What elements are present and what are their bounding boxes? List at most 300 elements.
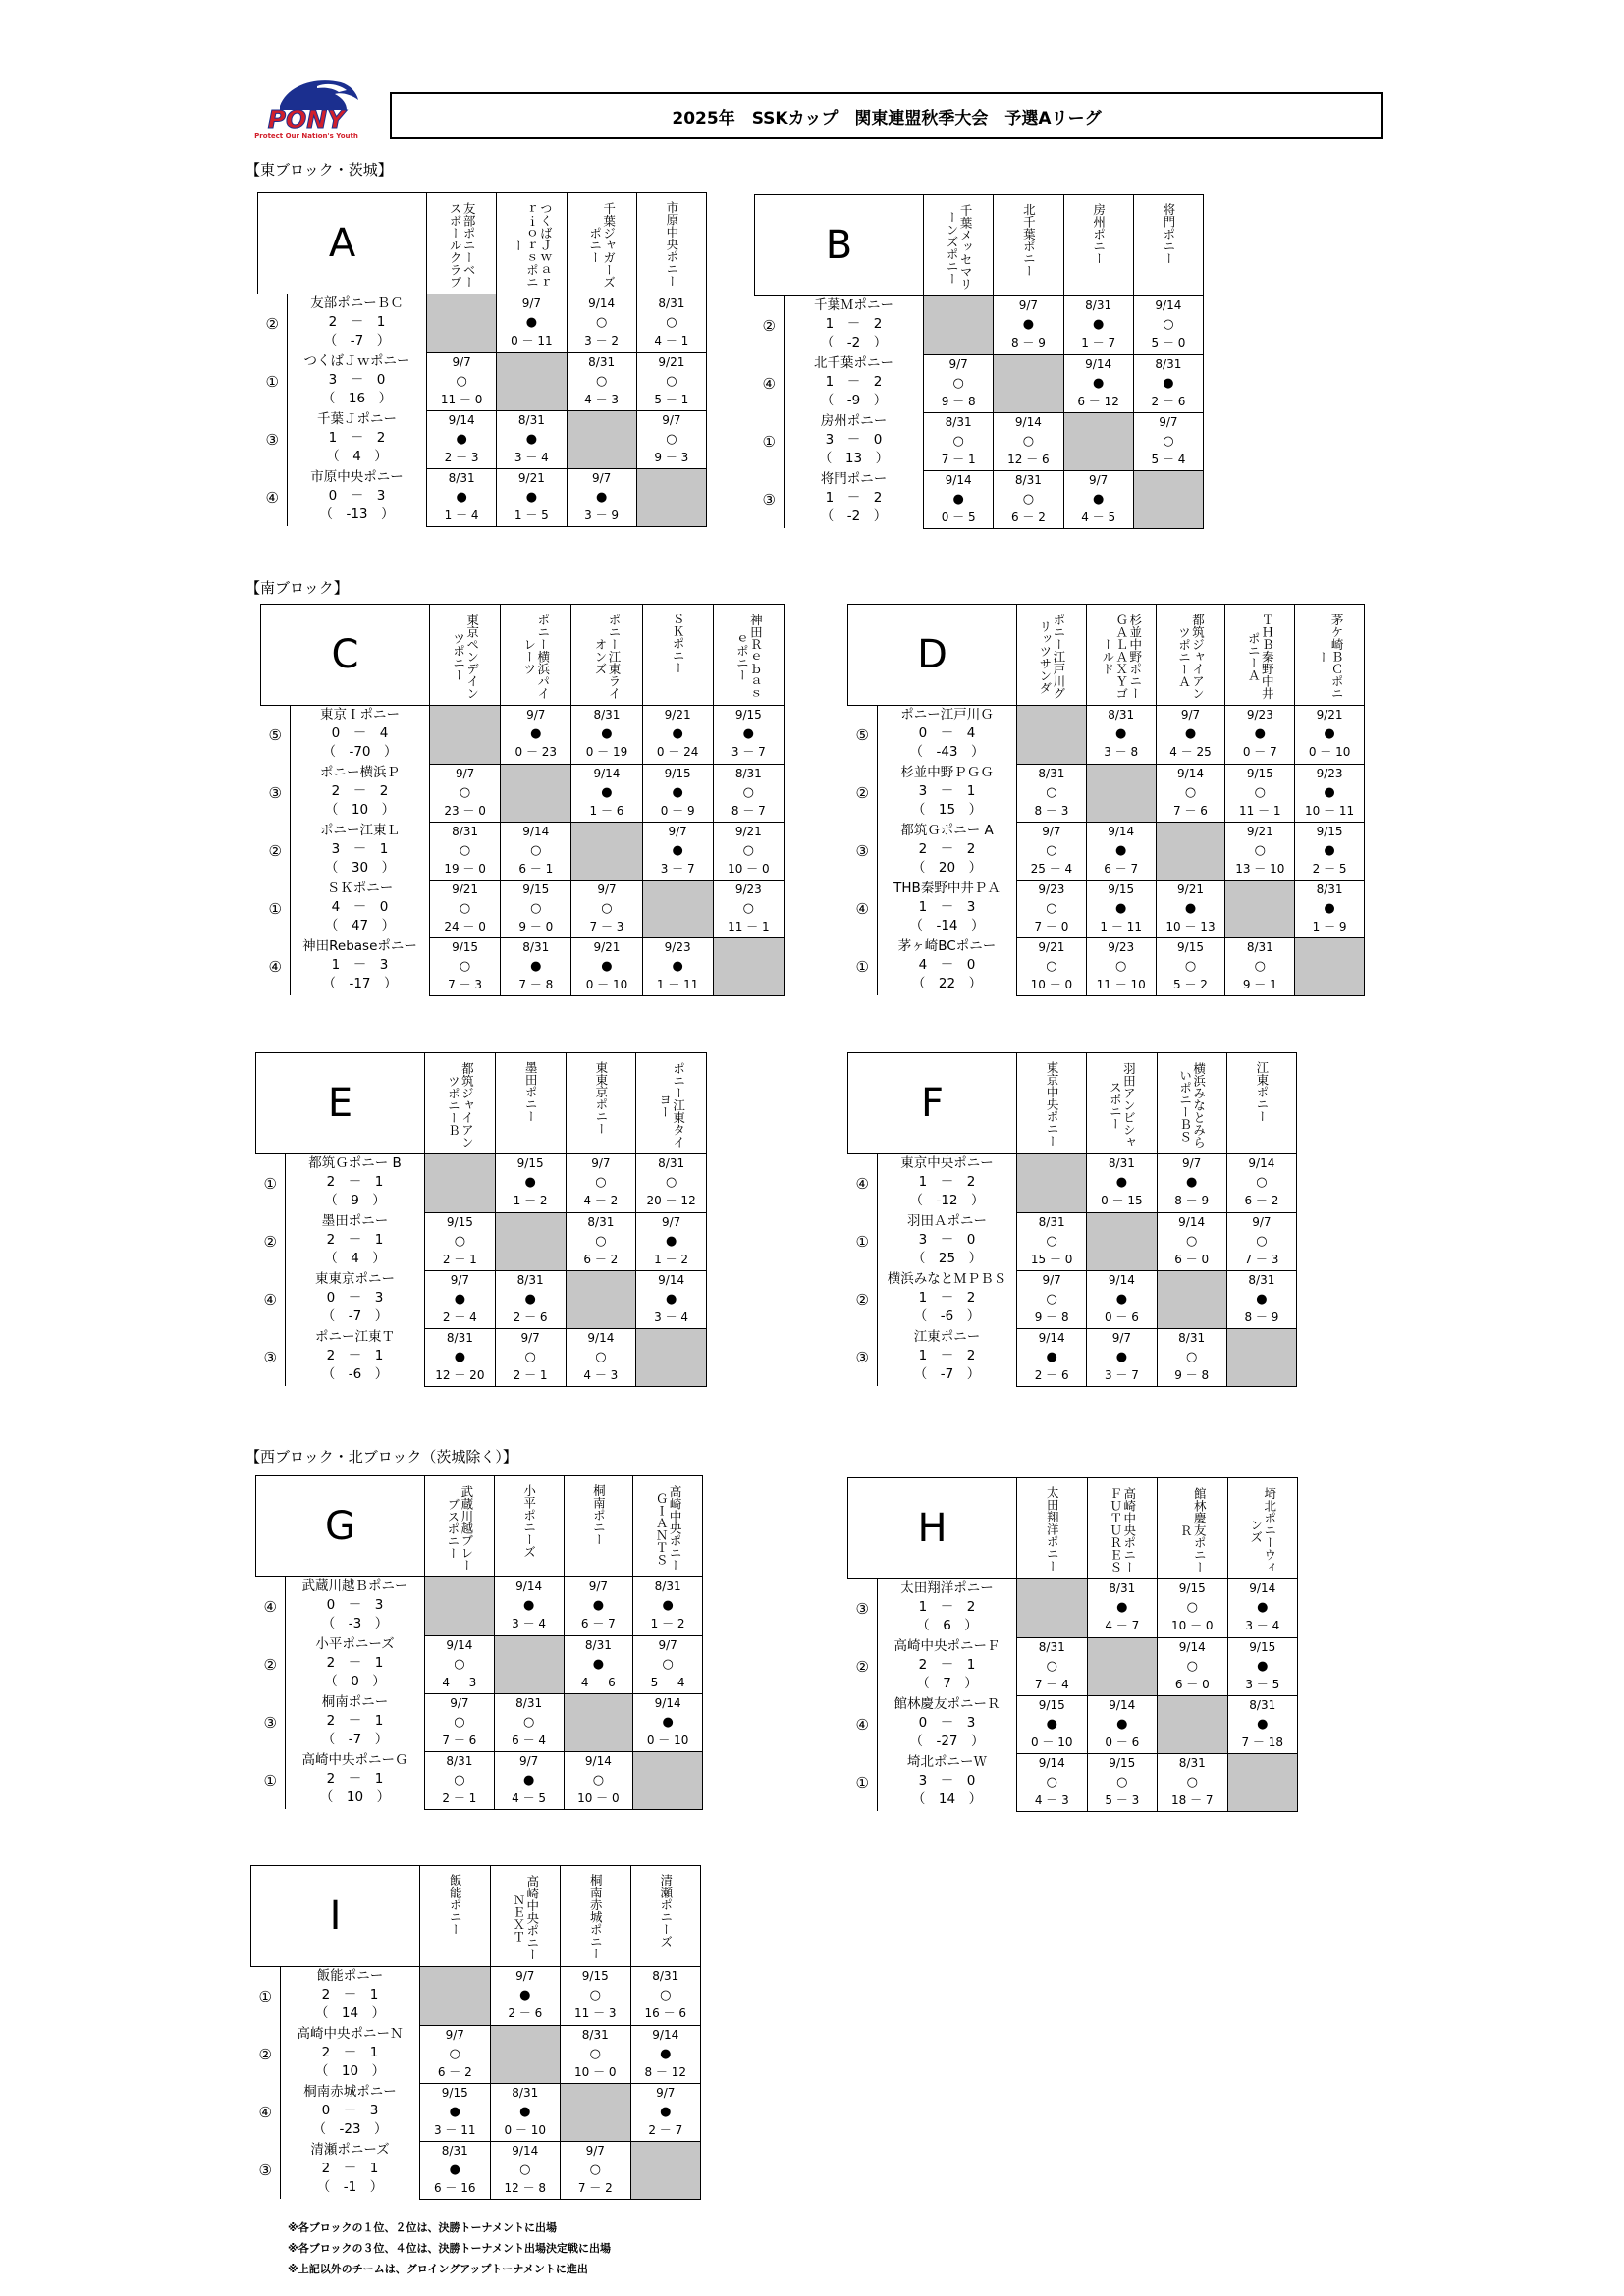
win-loss: 2 － 1 — [918, 1657, 976, 1673]
column-team-name: ポニー横浜パイレーツ — [521, 614, 551, 700]
result-cell — [430, 937, 501, 995]
result-mark: ● — [1324, 726, 1335, 741]
match-date: 9/14 — [1177, 766, 1204, 780]
header-row — [848, 1053, 1297, 1154]
result-cell — [566, 1212, 636, 1270]
match-date: 9/7 — [455, 766, 475, 780]
run-diff: （ 47 ） — [324, 918, 396, 934]
result-mark: ○ — [595, 373, 608, 389]
result-mark: ● — [519, 2104, 531, 2119]
column-team-name: 茅ケ崎ＢＣポニー — [1316, 614, 1345, 700]
win-loss: 4 － 0 — [918, 957, 976, 973]
result-mark: ● — [525, 431, 538, 447]
column-header — [1017, 605, 1087, 706]
result-mark: ○ — [1116, 1774, 1128, 1789]
run-diff: （ -43 ） — [909, 744, 985, 760]
result-mark: ● — [1022, 317, 1035, 332]
result-cell — [713, 764, 784, 822]
team-name: ポニー江東Ｌ — [320, 823, 400, 838]
team-name: ポニー江戸川Ｇ — [900, 707, 994, 722]
match-score: 4 － 2 — [583, 1194, 619, 1207]
result-mark: ○ — [1184, 958, 1197, 974]
win-loss: 2 － 1 — [326, 1655, 384, 1671]
match-score: 8 － 9 — [1244, 1309, 1279, 1324]
match-score: 9 － 8 — [941, 394, 976, 408]
run-diff: （ -17 ） — [322, 976, 398, 991]
result-cell — [1017, 764, 1087, 822]
self-match-cell — [1226, 1328, 1296, 1386]
result-mark: ● — [1115, 1349, 1128, 1364]
column-team-name: 神田Ｒｅｂａｓｅポニー — [734, 614, 764, 700]
column-header — [561, 1866, 631, 1967]
team-name: 清瀬ポニーズ — [310, 2142, 390, 2158]
run-diff: （ -14 ） — [909, 918, 985, 934]
match-score: 13 － 10 — [1235, 861, 1285, 876]
match-score: 3 － 7 — [731, 745, 766, 759]
team-cell — [878, 1270, 1017, 1328]
rank-badge: ② — [258, 294, 288, 353]
win-loss: 1 － 2 — [328, 430, 386, 446]
result-mark: ○ — [1046, 958, 1057, 974]
column-team-name: 千葉メッセマリーンズポニー — [945, 204, 974, 291]
match-date: 8/31 — [516, 1272, 544, 1287]
win-loss: 4 － 0 — [331, 899, 389, 915]
match-score: 0 － 9 — [660, 803, 695, 818]
league-letter: I — [251, 1866, 420, 1967]
column-team-name: ＳＫポニー — [671, 613, 686, 674]
table-row — [256, 1751, 703, 1809]
result-cell — [924, 412, 994, 470]
rank-badge: ② — [251, 2025, 281, 2083]
result-mark: ● — [662, 1714, 674, 1730]
rank-badge: ① — [251, 1967, 281, 2026]
rank-badge: ② — [256, 1635, 286, 1693]
result-mark: ○ — [1046, 900, 1057, 916]
match-date: 8/31 — [448, 470, 475, 485]
match-score: 25 － 4 — [1030, 861, 1073, 876]
page-title — [390, 92, 1383, 139]
result-mark: ● — [1116, 1600, 1128, 1615]
self-match-cell — [642, 880, 713, 937]
result-mark: ○ — [589, 2162, 601, 2177]
result-cell — [636, 1270, 707, 1328]
result-cell — [490, 2083, 561, 2141]
team-name: 桐南赤城ポニー — [303, 2084, 397, 2100]
column-team-name: 羽田アンビシャスポニー — [1108, 1062, 1137, 1148]
match-score: 3 － 5 — [1245, 1677, 1280, 1691]
match-score: 3 － 4 — [1245, 1619, 1280, 1632]
result-mark: ○ — [1186, 1600, 1198, 1615]
column-team-name: 太田翔洋ポニー — [1045, 1486, 1060, 1573]
column-header — [1156, 605, 1225, 706]
match-score: 6 － 0 — [1174, 1677, 1210, 1691]
result-cell — [494, 1577, 564, 1636]
match-date: 8/31 — [584, 1637, 612, 1652]
logo-text: PONY — [267, 105, 346, 133]
match-score: 0 － 11 — [511, 334, 553, 347]
self-match-cell — [425, 1154, 496, 1213]
table-row — [261, 937, 785, 995]
match-date: 9/7 — [661, 1214, 681, 1229]
match-date: 9/15 — [1177, 939, 1204, 954]
match-date: 8/31 — [1248, 1272, 1275, 1287]
result-cell — [636, 1212, 707, 1270]
match-date: 9/15 — [581, 1969, 609, 1983]
result-mark: ● — [525, 315, 538, 330]
run-diff: （ 16 ） — [321, 391, 393, 406]
result-mark: ● — [524, 1175, 536, 1190]
win-loss: 1 － 2 — [918, 1174, 976, 1190]
match-date: 9/14 — [1248, 1156, 1275, 1170]
result-cell — [567, 468, 636, 526]
result-cell — [1087, 1695, 1158, 1753]
match-date: 9/14 — [652, 2027, 679, 2042]
team-cell — [878, 764, 1017, 822]
match-score: 1 － 4 — [444, 507, 479, 522]
table-row — [258, 352, 707, 410]
match-score: 24 － 0 — [444, 919, 486, 934]
match-score: 2 － 5 — [1312, 861, 1347, 876]
column-header — [1227, 1478, 1298, 1579]
rank-badge: ④ — [258, 468, 288, 526]
win-loss: 2 － 1 — [321, 2045, 379, 2060]
team-cell — [878, 822, 1017, 880]
column-team-name: 北千葉ポニー — [1021, 203, 1037, 277]
team-name: ポニー横浜Ｐ — [320, 765, 400, 780]
result-cell — [1017, 937, 1087, 995]
team-cell — [291, 880, 430, 937]
match-score: 1 － 2 — [650, 1617, 685, 1630]
result-cell — [561, 2025, 631, 2083]
match-date: 8/31 — [945, 414, 972, 429]
league-table-i — [250, 1865, 701, 2200]
header-row — [256, 1476, 703, 1577]
match-date: 9/14 — [1109, 1697, 1136, 1712]
result-cell — [1017, 1328, 1087, 1386]
result-mark: ● — [1115, 1175, 1128, 1190]
column-header — [567, 193, 636, 294]
match-score: 10 － 0 — [1030, 977, 1073, 991]
result-mark: ● — [1185, 1175, 1198, 1190]
team-name: 羽田Ａポニー — [907, 1213, 987, 1229]
match-date: 8/31 — [1316, 881, 1343, 896]
league-table-g — [255, 1475, 703, 1810]
team-cell — [291, 937, 430, 995]
team-cell — [281, 2025, 420, 2083]
win-loss: 2 － 1 — [321, 2161, 379, 2176]
table-row — [251, 2141, 701, 2199]
result-mark: ○ — [459, 842, 471, 858]
self-match-cell — [571, 822, 642, 880]
result-mark: ● — [454, 1291, 466, 1307]
match-score: 3 － 2 — [584, 334, 620, 347]
column-header — [630, 1866, 701, 1967]
result-cell — [630, 1967, 701, 2026]
match-score: 6 － 4 — [512, 1733, 547, 1747]
self-match-cell — [1133, 470, 1203, 528]
match-date: 9/7 — [1181, 1156, 1202, 1170]
result-mark: ○ — [595, 1233, 607, 1249]
match-score: 7 － 3 — [589, 919, 624, 934]
match-score: 7 － 2 — [577, 2180, 613, 2195]
result-mark: ● — [592, 1598, 605, 1613]
rank-badge: ⑤ — [848, 706, 878, 765]
team-cell — [878, 706, 1017, 765]
self-match-cell — [636, 1328, 707, 1386]
match-date: 9/21 — [664, 708, 691, 721]
run-diff: （ -27 ） — [909, 1734, 985, 1749]
result-cell — [420, 2083, 491, 2141]
table-row — [848, 822, 1365, 880]
match-score: 2 － 6 — [1151, 394, 1186, 408]
match-score: 6 － 2 — [583, 1252, 619, 1266]
run-diff: （ -23 ） — [312, 2121, 388, 2137]
match-score: 4 － 3 — [1034, 1792, 1069, 1807]
result-cell — [1017, 1637, 1088, 1695]
column-header — [495, 1053, 566, 1154]
column-header — [1063, 195, 1133, 296]
result-cell — [994, 470, 1063, 528]
match-score: 9 － 8 — [1034, 1309, 1069, 1324]
result-mark: ○ — [742, 900, 755, 916]
league-letter: D — [848, 605, 1017, 706]
match-date: 8/31 — [652, 1969, 679, 1983]
match-date: 9/21 — [658, 354, 685, 369]
team-name: 横浜みなとＭＰＢＳ — [887, 1271, 1007, 1287]
result-mark: ● — [660, 2046, 672, 2061]
self-match-cell — [633, 1751, 703, 1809]
result-mark: ● — [456, 489, 467, 505]
result-cell — [1017, 1212, 1087, 1270]
column-header — [642, 605, 713, 706]
win-loss: 3 － 1 — [918, 783, 976, 799]
column-header — [420, 1866, 491, 1967]
win-loss: 3 － 0 — [918, 1773, 976, 1789]
result-mark: ○ — [519, 2162, 531, 2177]
match-score: 0 － 19 — [585, 745, 628, 759]
result-cell — [1063, 470, 1133, 528]
rank-badge: ① — [848, 1753, 878, 1811]
match-date: 9/7 — [658, 1637, 677, 1652]
table-row — [256, 1577, 703, 1636]
match-score: 3 － 7 — [1104, 1367, 1139, 1382]
match-score: 2 － 7 — [648, 2122, 683, 2137]
run-diff: （ 0 ） — [324, 1674, 386, 1689]
match-score: 8 － 7 — [731, 803, 766, 818]
match-date: 8/31 — [734, 766, 762, 780]
match-score: 11 － 0 — [440, 392, 483, 406]
result-cell — [1227, 1579, 1298, 1638]
result-cell — [567, 294, 636, 353]
team-name: 将門ポニー — [820, 471, 888, 487]
match-score: 15 － 0 — [1030, 1252, 1073, 1266]
note-1: ※各ブロックの１位、２位は、決勝トーナメントに出場 — [288, 2221, 558, 2234]
match-score: 4 － 7 — [1105, 1619, 1140, 1632]
self-match-cell — [494, 1635, 564, 1693]
result-mark: ● — [1046, 1349, 1057, 1364]
match-date: 9/7 — [662, 412, 681, 427]
win-loss: 3 － 0 — [825, 432, 883, 448]
team-name: 房州ポニー — [820, 413, 888, 429]
result-mark: ● — [522, 1772, 535, 1788]
match-date: 9/7 — [585, 2143, 605, 2158]
result-mark: ● — [530, 958, 542, 974]
team-name: 茅ヶ崎BCポニー — [897, 938, 997, 954]
result-mark: ○ — [665, 1175, 677, 1190]
match-date: 8/31 — [1109, 1581, 1136, 1595]
result-cell — [1087, 1270, 1157, 1328]
result-cell — [430, 822, 501, 880]
match-date: 9/7 — [948, 356, 968, 371]
result-mark: ● — [742, 726, 755, 741]
match-score: 2 － 1 — [442, 1790, 477, 1805]
result-mark: ○ — [666, 373, 677, 389]
result-cell — [430, 764, 501, 822]
match-date: 9/14 — [588, 296, 616, 310]
result-mark: ● — [665, 1233, 677, 1249]
match-date: 8/31 — [1178, 1755, 1206, 1770]
result-mark: ● — [1324, 900, 1335, 916]
result-mark: ○ — [1046, 1774, 1057, 1789]
match-score: 4 － 3 — [584, 392, 620, 406]
rank-badge: ③ — [256, 1328, 286, 1386]
team-name: 飯能ポニー — [316, 1968, 384, 1984]
result-mark: ○ — [459, 900, 471, 916]
column-team-name: 桐南ポニー — [591, 1484, 607, 1546]
result-cell — [495, 1154, 566, 1213]
result-mark: ● — [525, 489, 538, 505]
result-mark: ● — [454, 1349, 466, 1364]
result-mark: ● — [456, 431, 467, 447]
result-mark: ● — [1257, 1658, 1269, 1674]
win-loss: 3 － 0 — [918, 1232, 976, 1248]
match-score: 0 － 10 — [1030, 1735, 1073, 1749]
match-score: 16 － 6 — [644, 2006, 687, 2020]
run-diff: （ 25 ） — [911, 1251, 983, 1266]
table-row — [755, 470, 1204, 528]
result-mark: ● — [592, 1656, 605, 1672]
result-cell — [1087, 1154, 1157, 1213]
run-diff: （ 9 ） — [324, 1193, 386, 1208]
match-date: 9/7 — [591, 470, 612, 485]
result-mark: ○ — [1254, 842, 1266, 858]
result-cell — [566, 1154, 636, 1213]
match-score: 3 － 4 — [512, 1617, 547, 1630]
result-cell — [630, 2083, 701, 2141]
rank-badge: ④ — [251, 2083, 281, 2141]
match-score: 0 － 6 — [1104, 1309, 1139, 1324]
rank-badge: ③ — [251, 2141, 281, 2199]
result-cell — [642, 822, 713, 880]
team-name: 高崎中央ポニーＧ — [301, 1752, 408, 1768]
self-match-cell — [1087, 1212, 1157, 1270]
match-score: 6 － 7 — [1104, 861, 1139, 876]
run-diff: （ -7 ） — [321, 1732, 389, 1747]
team-name: 高崎中央ポニーＦ — [893, 1638, 1001, 1654]
column-header — [497, 193, 567, 294]
result-mark: ○ — [595, 1175, 607, 1190]
match-date: 9/15 — [664, 766, 691, 780]
league-letter: E — [256, 1053, 425, 1154]
block-label-south: 【南ブロック】 — [245, 579, 349, 597]
self-match-cell — [1017, 706, 1087, 765]
result-mark: ○ — [666, 315, 677, 330]
match-score: 8 － 12 — [644, 2064, 687, 2079]
column-team-name: つくばＪｗａｒｒｉｏｒｓポニー — [511, 202, 554, 289]
column-team-name: 埼北ポニーウィンズ — [1248, 1487, 1277, 1574]
run-diff: （ 14 ） — [911, 1791, 983, 1807]
team-name: 太田翔洋ポニー — [900, 1580, 994, 1596]
win-loss: 2 － 2 — [918, 841, 976, 857]
result-mark: ○ — [522, 1714, 535, 1730]
note-2: ※各ブロックの３位、４位は、決勝トーナメント出場決定戦に出場 — [288, 2242, 612, 2255]
self-match-cell — [924, 296, 994, 355]
column-team-name: 高崎中央ポニーＦＵＴＵＲＥＳ — [1108, 1487, 1137, 1574]
result-mark: ● — [524, 1291, 536, 1307]
result-mark: ○ — [1022, 491, 1035, 507]
result-cell — [713, 880, 784, 937]
match-score: 7 － 1 — [941, 452, 976, 466]
result-cell — [425, 1212, 496, 1270]
match-score: 0 － 23 — [514, 745, 558, 759]
result-mark: ● — [519, 1988, 531, 2002]
result-mark: ● — [672, 842, 683, 858]
match-date: 9/14 — [515, 1579, 543, 1593]
match-score: 4 － 3 — [583, 1367, 619, 1382]
match-score: 7 － 8 — [518, 977, 554, 991]
result-mark: ○ — [1186, 1658, 1198, 1674]
result-cell — [1156, 937, 1225, 995]
team-cell — [286, 1751, 425, 1809]
result-cell — [1087, 1753, 1158, 1811]
column-header — [1158, 1478, 1228, 1579]
match-score: 23 － 0 — [444, 803, 486, 818]
match-score: 0 － 24 — [656, 745, 699, 759]
team-name: 高崎中央ポニーＮ — [297, 2026, 404, 2042]
match-date: 9/23 — [664, 939, 691, 954]
team-cell — [288, 294, 427, 353]
league-letter: G — [256, 1476, 425, 1577]
table-row — [251, 2083, 701, 2141]
rank-badge: ④ — [848, 1154, 878, 1213]
run-diff: （ 13 ） — [818, 451, 890, 466]
rank-badge: ③ — [258, 410, 288, 468]
column-header — [427, 193, 497, 294]
win-loss: 2 － 2 — [331, 783, 389, 799]
match-date: 9/15 — [516, 1156, 544, 1170]
match-score: 6 － 1 — [518, 861, 554, 876]
result-mark: ● — [1184, 900, 1197, 916]
column-team-name: 桐南赤城ポニー — [588, 1874, 604, 1960]
result-mark: ● — [1257, 1716, 1269, 1732]
run-diff: （ -6 ） — [913, 1308, 981, 1324]
match-score: 7 － 4 — [1034, 1677, 1069, 1691]
table-row — [848, 706, 1365, 765]
self-match-cell — [427, 294, 497, 353]
result-cell — [561, 1967, 631, 2026]
win-loss: 0 － 3 — [326, 1597, 384, 1613]
self-match-cell — [1086, 764, 1156, 822]
match-score: 0 － 5 — [941, 509, 976, 524]
result-mark: ○ — [530, 842, 542, 858]
team-cell — [785, 470, 924, 528]
result-mark: ○ — [742, 842, 755, 858]
team-cell — [281, 1967, 420, 2026]
result-cell — [494, 1693, 564, 1751]
result-cell — [425, 1693, 495, 1751]
result-mark: ○ — [1046, 1233, 1057, 1249]
team-cell — [286, 1693, 425, 1751]
